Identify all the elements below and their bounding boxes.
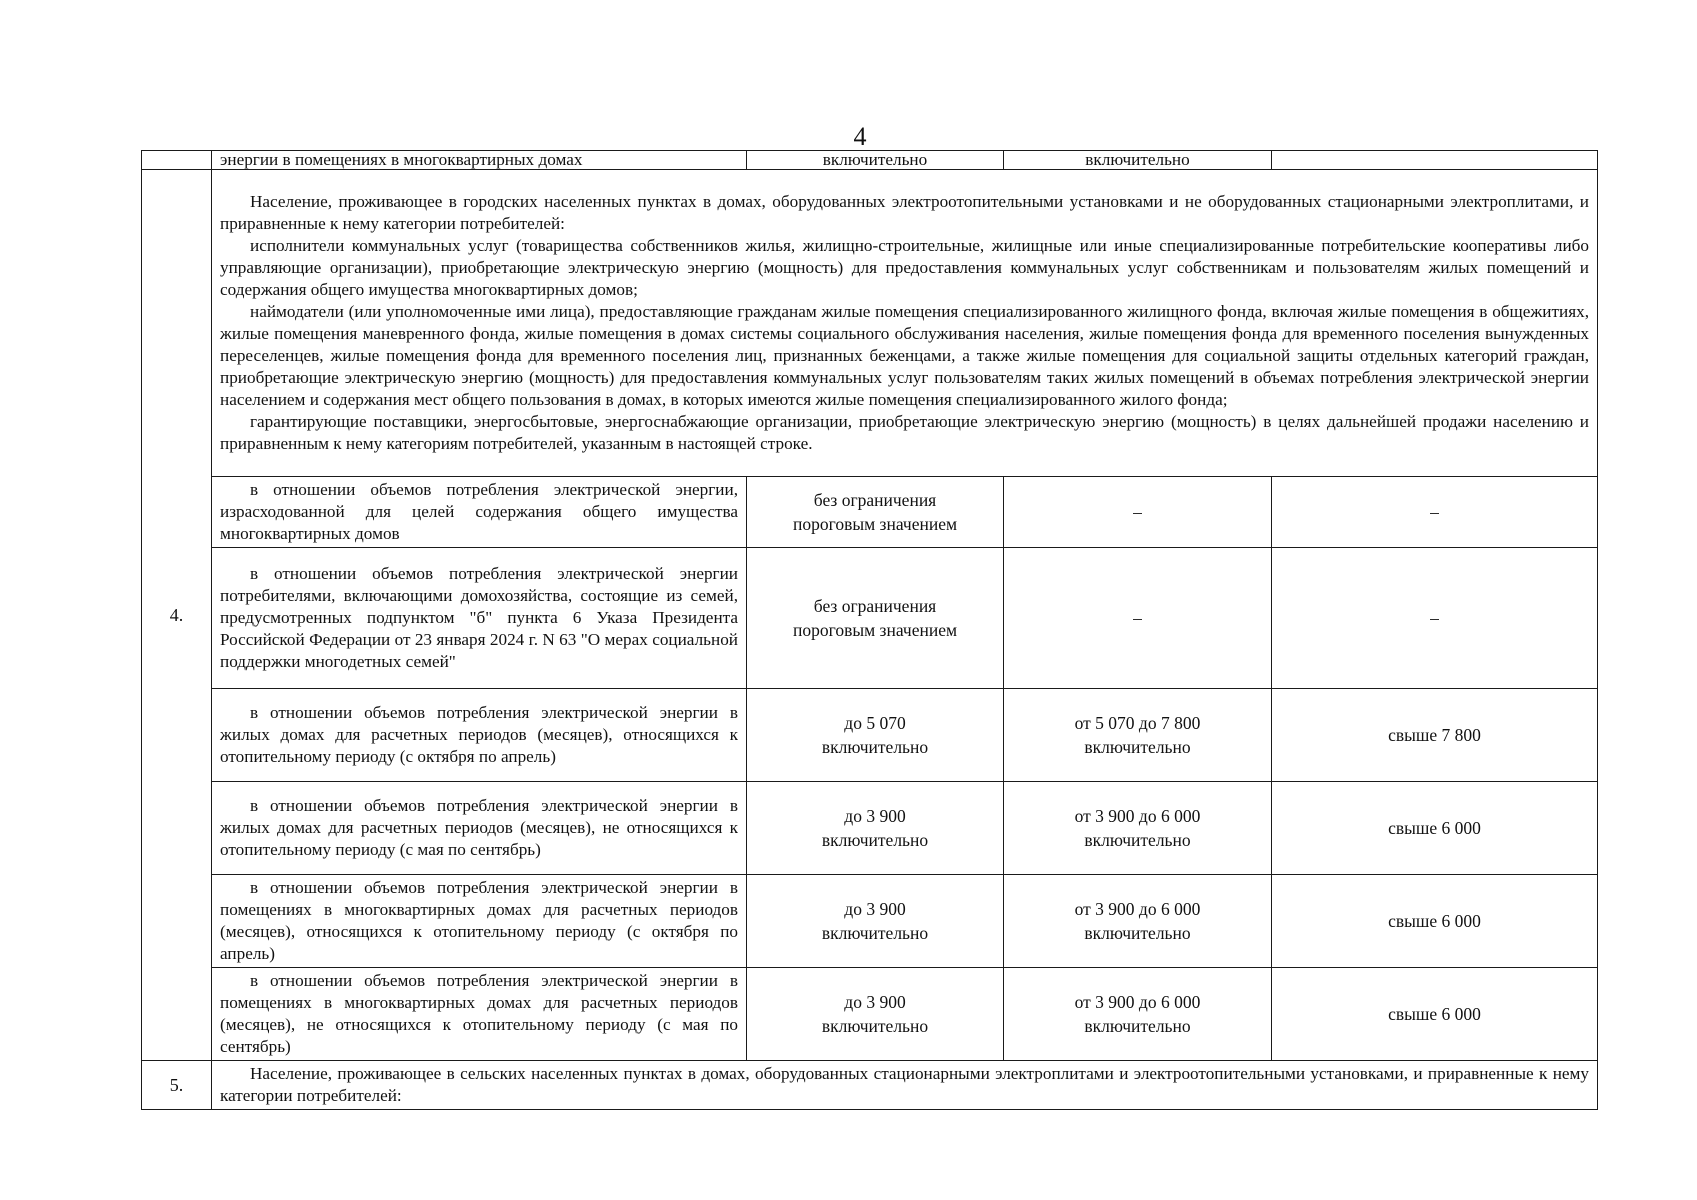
value-cell [747, 875, 1004, 968]
table-row [142, 151, 1598, 170]
section-paragraph: исполнители коммунальных услуг (товарищества собственников жилья, жилищно-строительные, жилищные или иные специализированные потребительские кооперативы либо управляющие организации), приобретающие электрическую энергию (мощность) для предоставления коммунальных услуг собственникам и пользователям жилых помещений и содержания общего имущества многоквартирных домов; [220, 236, 1589, 299]
value-cell [1004, 968, 1272, 1061]
table-row [142, 548, 1598, 689]
description-text: в отношении объемов потребления электрической энергии в жилых домах для расчетных периодов (месяцев), относящихся к отопительному периоду (с октября по апрель) [220, 703, 738, 766]
value-line: до 5 070 [844, 713, 906, 733]
value-cell: свыше 6 000 [1272, 968, 1598, 1061]
section-header-text [212, 1061, 1598, 1110]
value-cell [1004, 782, 1272, 875]
description-cell [212, 477, 747, 548]
section-header-row [142, 1061, 1598, 1110]
value-cell: свыше 6 000 [1272, 875, 1598, 968]
description-text: в отношении объемов потребления электрической энергии в помещениях в многоквартирных домах для расчетных периодов (месяцев), относящихся к отопительному периоду (с октября по апрель) [220, 878, 738, 963]
section-paragraph: гарантирующие поставщики, энергосбытовые, энергоснабжающие организации, приобретающие электрическую энергию (мощность) в целях дальнейшей продажи населению и приравненным к нему категориям потребителей, указанным в настоящей строке. [220, 412, 1589, 453]
description-cell: энергии в помещениях в многоквартирных домах [212, 151, 747, 170]
description-text: в отношении объемов потребления электрической энергии в помещениях в многоквартирных домах для расчетных периодов (месяцев), не относящихся к отопительному периоду (с мая по сентябрь) [220, 971, 738, 1056]
value-line: от 5 070 до 7 800 [1074, 713, 1201, 733]
value-cell [1004, 689, 1272, 782]
description-cell [212, 875, 747, 968]
value-cell [747, 548, 1004, 689]
value-line: пороговым значением [792, 620, 958, 640]
table-row [142, 477, 1598, 548]
value-cell [1272, 151, 1598, 170]
description-cell [212, 689, 747, 782]
value-cell: включительно [1004, 151, 1272, 170]
value-cell [1004, 548, 1272, 689]
value-line: включительно [821, 923, 929, 943]
value-line: без ограничения [813, 490, 937, 510]
value-line: включительно [1084, 1016, 1191, 1036]
section-paragraph: Население, проживающее в сельских населенных пунктах в домах, оборудованных стационарными электроплитами и электроотопительными установками, и приравненные к нему категории потребителей: [220, 1064, 1589, 1105]
value-line: до 3 900 [844, 806, 906, 826]
value-cell: включительно [747, 151, 1004, 170]
tariff-table [141, 150, 1598, 1110]
description-cell [212, 782, 747, 875]
value-cell [1004, 875, 1272, 968]
description-text: в отношении объемов потребления электрической энергии потребителями, включающими домохозяйства, состоящие из семей, предусмотренных подпунктом "б" пункта 6 Указа Президента Российской Федерации от 23 января 2024 г. N 63 "О мерах социальной поддержки многодетных семей" [220, 564, 738, 671]
section-paragraph: Население, проживающее в городских населенных пунктах в домах, оборудованных электроотопительными установками и не оборудованных стационарными электроплитами, и приравненные к нему категории потребителей: [220, 192, 1589, 233]
value-cell [747, 782, 1004, 875]
value-cell [747, 477, 1004, 548]
description-cell [212, 968, 747, 1061]
value-line: включительно [1084, 830, 1191, 850]
value-line: от 3 900 до 6 000 [1074, 899, 1201, 919]
value-line: пороговым значением [792, 514, 958, 534]
value-line: – [1133, 502, 1142, 522]
value-line: от 3 900 до 6 000 [1074, 806, 1201, 826]
table-row [142, 689, 1598, 782]
section-paragraph: наймодатели (или уполномоченные ими лица), предоставляющие гражданам жилые помещения специализированного жилищного фонда, включая жилые помещения в общежитиях, жилые помещения маневренного фонда, жилые помещения в домах системы социального обслуживания населения, жилые помещения фонда для временного поселения вынужденных переселенцев, жилые помещения фонда для временного поселения лиц, признанных беженцами, а также жилые помещения для социальной защиты отдельных категорий граждан, приобретающие электрическую энергию (мощность) для предоставления коммунальных услуг пользователям таких жилых помещений в объемах потребления электрической энергии населением и содержания мест общего пользования в домах, в которых имеются жилые помещения специализированного жилого фонда; [220, 302, 1589, 409]
section-header-row [142, 170, 1598, 477]
value-cell [747, 968, 1004, 1061]
table-row [142, 782, 1598, 875]
value-line: до 3 900 [844, 899, 906, 919]
value-cell: – [1272, 548, 1598, 689]
value-line: до 3 900 [844, 992, 906, 1012]
page-number: 4 [853, 122, 867, 151]
table-row [142, 968, 1598, 1061]
value-line: включительно [1084, 923, 1191, 943]
value-cell: – [1272, 477, 1598, 548]
section-number: 5. [142, 1061, 212, 1110]
value-cell [747, 689, 1004, 782]
value-cell: свыше 6 000 [1272, 782, 1598, 875]
value-line: включительно [821, 1016, 929, 1036]
value-line: от 3 900 до 6 000 [1074, 992, 1201, 1012]
table-row [142, 875, 1598, 968]
value-line: включительно [1084, 737, 1191, 757]
value-line: включительно [821, 737, 929, 757]
value-cell [1004, 477, 1272, 548]
section-header-text [212, 170, 1598, 477]
section-number: 4. [142, 170, 212, 1061]
description-text: в отношении объемов потребления электрической энергии в жилых домах для расчетных периодов (месяцев), не относящихся к отопительному периоду (с мая по сентябрь) [220, 796, 738, 859]
value-line: без ограничения [813, 596, 937, 616]
number-cell [142, 151, 212, 170]
description-cell [212, 548, 747, 689]
value-cell: свыше 7 800 [1272, 689, 1598, 782]
value-line: включительно [821, 830, 929, 850]
description-text: в отношении объемов потребления электрической энергии, израсходованной для целей содержания общего имущества многоквартирных домов [220, 480, 738, 543]
value-line: – [1133, 608, 1142, 628]
